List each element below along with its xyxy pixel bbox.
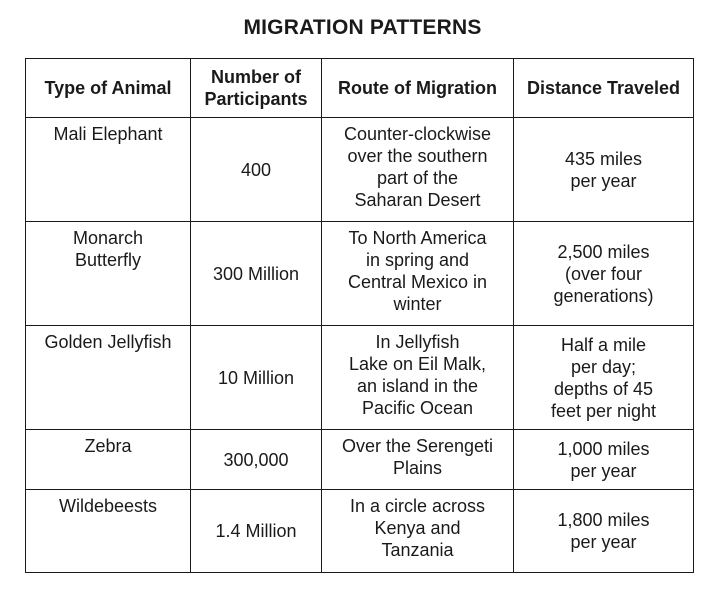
participants-cell: 300,000 [191, 430, 322, 490]
distance-cell: 1,000 miles per year [514, 430, 694, 490]
header-type-of-animal: Type of Animal [26, 59, 191, 118]
animal-cell: Golden Jellyfish [26, 326, 191, 430]
table-row [26, 430, 694, 490]
route-cell: In Jellyfish Lake on Eil Malk, an island in the Pacific Ocean [322, 326, 514, 430]
distance-cell: 435 miles per year [514, 118, 694, 222]
participants-cell: 10 Million [191, 326, 322, 430]
page-title: MIGRATION PATTERNS [243, 16, 482, 39]
header-distance-traveled: Distance Traveled [514, 59, 694, 118]
route-cell: Over the Serengeti Plains [322, 430, 514, 490]
table-row [26, 490, 694, 573]
header-row [26, 59, 694, 118]
distance-cell: 1,800 miles per year [514, 490, 694, 573]
animal-cell: Mali Elephant [26, 118, 191, 222]
animal-cell: Wildebeests [26, 490, 191, 573]
animal-cell: Zebra [26, 430, 191, 490]
table-row [26, 326, 694, 430]
route-cell: To North America in spring and Central Mexico in winter [322, 222, 514, 326]
participants-cell: 1.4 Million [191, 490, 322, 573]
migration-table [25, 58, 694, 573]
table-row [26, 222, 694, 326]
animal-cell: Monarch Butterfly [26, 222, 191, 326]
participants-cell: 300 Million [191, 222, 322, 326]
distance-cell: Half a mile per day; depths of 45 feet per night [514, 326, 694, 430]
participants-cell: 400 [191, 118, 322, 222]
table-row [26, 118, 694, 222]
header-number-of-participants: Number of Participants [191, 59, 322, 118]
route-cell: Counter-clockwise over the southern part of the Saharan Desert [322, 118, 514, 222]
header-route-of-migration: Route of Migration [322, 59, 514, 118]
distance-cell: 2,500 miles (over four generations) [514, 222, 694, 326]
route-cell: In a circle across Kenya and Tanzania [322, 490, 514, 573]
